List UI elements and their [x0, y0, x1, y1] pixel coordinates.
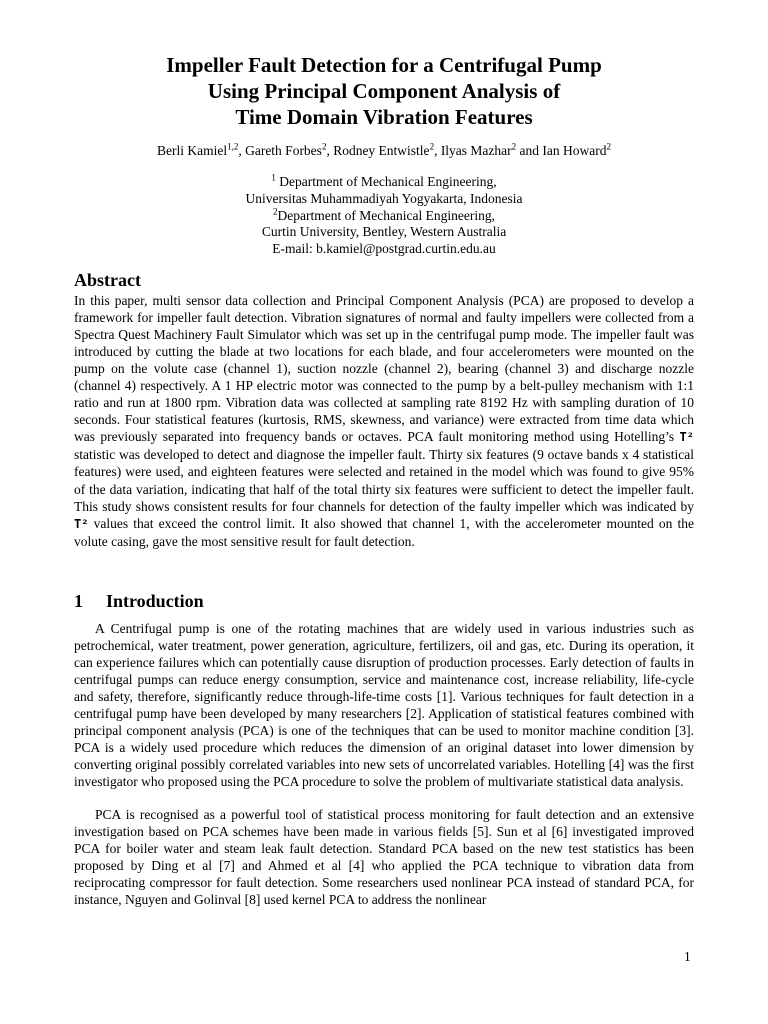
t-squared-symbol: T²	[74, 516, 89, 531]
author-list	[60, 143, 708, 159]
author-separator: and	[516, 143, 543, 158]
affiliation-1-mark: 1	[271, 172, 276, 183]
author-separator: ,	[326, 143, 334, 158]
paper-title	[80, 52, 688, 130]
affiliation-1-university: Universitas Muhammadiyah Yogyakarta, Indonesia	[245, 190, 523, 206]
introduction-paragraph-2: PCA is recognised as a powerful tool of statistical process monitoring for fault detection and an extensive investigation based on PCA schemes have been made in various fields [5]. Sun et al [6] investigated improved PCA for boiler water and steam leak fault detection. Standard PCA based on the new test statistics has been proposed by Ding et al [7] and Ahmed et al [4] who applied the PCA technique to vibration data from reciprocating compressor for fault detection. Some researchers used nonlinear PCA instead of standard PCA, for instance, Nguyen and Golinval [8] used kernel PCA to address the nonlinear	[74, 807, 694, 908]
author-separator: ,	[238, 143, 246, 158]
abstract-text-part-3: values that exceed the control limit. It also showed that channel 1, with the accelerometer mounted on the volute casing, gave the most sensitive result for fault detection.	[74, 515, 694, 549]
author-affiliation-mark: 2	[606, 141, 612, 152]
author-name: Ilyas Mazhar	[440, 143, 512, 158]
abstract-body	[74, 292, 694, 550]
abstract-text-part-1: In this paper, multi sensor data collection and Principal Component Analysis (PCA) are proposed to develop a framework for impeller fault detection. Vibration signatures of normal and faulty impellers were collected from a Spectra Quest Machinery Fault Simulator which was set up in the centrifugal pump mode. The impeller fault was introduced by cutting the blade at two locations for each blade, and four accelerometers were mounted on the pump on the volute case (channel 1), suction nozzle (channel 2), bearing (channel 3) and discharge nozzle (channel 4) respectively. A 1 HP electric motor was connected to the pump by a belt-pulley mechanism with 1:1 ratio and run at 1800 rpm. Vibration data was collected at sampling rate 8192 Hz with sampling duration of 10 seconds. Four statistical features (kurtosis, RMS, skewness, and variance) were extracted from time data which was previously separated into frequency bands or octaves. PCA fault monitoring method using Hotelling’s	[74, 293, 694, 445]
author-separator: ,	[434, 143, 441, 158]
affiliation-2-university: Curtin University, Bentley, Western Australia	[261, 224, 507, 240]
introduction-paragraph-1: A Centrifugal pump is one of the rotating machines that are widely used in various industries such as petrochemical, water treatment, power generation, agriculture, fertilizers, oil and gas, etc. During its operation, it can experience failures which can potentially cause disruption of production processes. Early detection of faults in centrifugal pumps can reduce energy consumption, service and maintenance cost, increase reliability, life-cycle and safety, therefore, significantly reduce through-life-time costs [1]. Various techniques for fault detection in a centrifugal pump have been developed by many researchers [2]. Application of statistical features combined with principal component analysis (PCA) is one of the techniques that can be used to monitor machine condition [3]. PCA is a widely used procedure which reduces the dimension of an original dataset into lower dimension by converting original possibly correlated variables into new sets of uncorrelated variables. Hotelling [4] was the first investigator who proposed using the PCA procedure to solve the problem of multivariate statistical data analysis.	[74, 621, 694, 790]
contact-email: E-mail: b.kamiel@postgrad.curtin.edu.au	[272, 241, 496, 257]
author-name: Berli Kamiel	[156, 143, 228, 158]
section-title: Introduction	[106, 591, 204, 611]
affiliations	[120, 174, 648, 258]
author-name: Rodney Entwistle	[333, 143, 430, 158]
affiliation-2-mark: 2	[273, 206, 278, 217]
author-affiliation-mark: 2	[429, 141, 435, 152]
title-line-2: Using Principal Component Analysis of	[207, 79, 561, 103]
author-affiliation-mark: 2	[321, 141, 327, 152]
author-affiliation-mark: 1,2	[227, 141, 239, 152]
t-squared-symbol: T²	[679, 430, 694, 445]
section-number: 1	[74, 591, 83, 611]
affiliation-2-department: $^2$Department of Mechanical Engineering,	[273, 206, 495, 223]
author-name: Gareth Forbes	[245, 143, 322, 158]
affiliation-1-department: $^1$ Department of Mechanical Engineering,	[271, 172, 497, 189]
author-affiliation-mark: 2	[511, 141, 517, 152]
page-number: 1	[684, 949, 691, 964]
introduction-heading	[74, 591, 204, 611]
title-line-1: Impeller Fault Detection for a Centrifugal Pump	[166, 53, 602, 77]
abstract-text-part-2: statistic was developed to detect and diagnose the impeller fault. Thirty six features (9 octave bands x 4 statistical features) were used, and eighteen features were selected and retained in the model which was found to give 95% of the data variation, indicating that half of the total thirty six features were sufficient to detect the impeller fault. This study shows consistent results for four channels for detection of the faulty impeller which was indicated by	[74, 447, 694, 514]
abstract-heading: Abstract	[74, 270, 141, 290]
author-name: Ian Howard	[542, 143, 607, 158]
title-line-3: Time Domain Vibration Features	[235, 105, 533, 129]
